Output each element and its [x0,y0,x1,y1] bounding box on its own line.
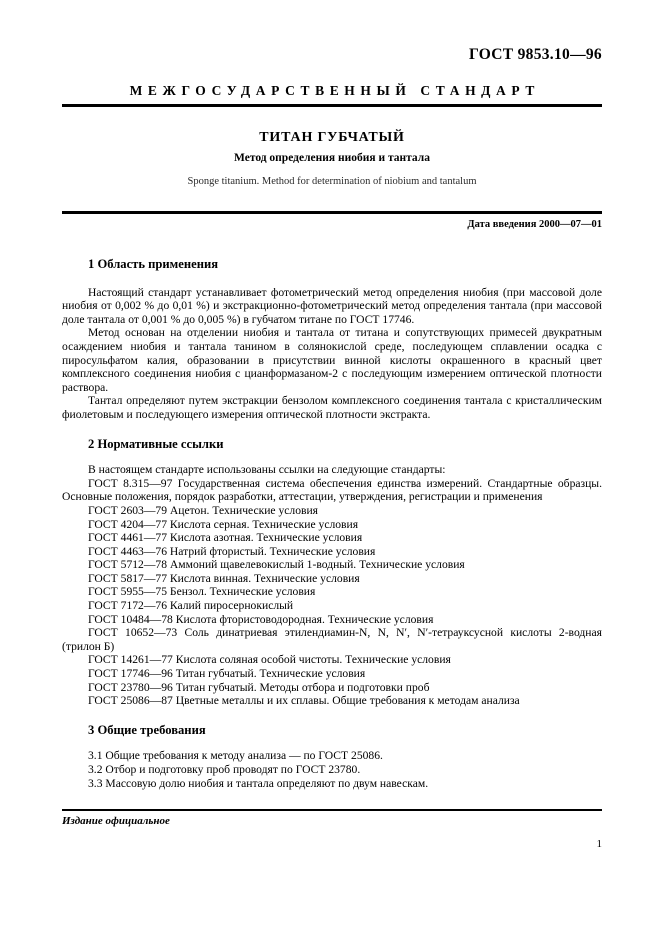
list-item: ГОСТ 4204—77 Кислота серная. Технические условия [88,517,359,531]
references-intro: В настоящем стандарте использованы ссылки на следующие стандарты: [88,463,446,477]
standard-banner: МЕЖГОСУДАРСТВЕННЫЙ СТАНДАРТ [129,83,541,98]
section-heading-general-requirements: 3 Общие требования [88,722,206,737]
page-title: ТИТАН ГУБЧАТЫЙ [259,130,405,145]
gost-number: ГОСТ 9853.10—96 [468,46,602,63]
section-heading-references: 2 Нормативные ссылки [88,436,224,451]
list-item: 3.2 Отбор и подготовку проб проводят по ГОСТ 23780. [88,763,361,776]
spacer [62,451,602,463]
list-item: ГОСТ 10652—73 Соль динатриевая этилендиамин-N, N, N′, N′-тетрауксусной кислоты 2-водная (трилон Б) [62,626,602,653]
list-item: ГОСТ 4463—76 Натрий фтористый. Технические условия [88,544,376,558]
list-item: ГОСТ 7172—76 Калий пиросернокислый [88,599,294,613]
reference-list [62,477,602,708]
official-edition-note: Издание официальное [62,815,170,827]
scope-paragraph-2: Метод основан на отделении ниобия и тантала от титана и сопутствующих примесей двукратным осаждением ниобия и тантала танином в солянокислой среде, последующем сплавлении осадка с пиросульфатом калия, образовании в присутствии винной кислоты окрашенного в красный цвет комплексного соединения ниобия с цианформазаном-2 с последующим измерением оптической плотности раствора. [62,326,602,394]
list-item: ГОСТ 4461—77 Кислота азотная. Технические условия [88,531,363,545]
list-item: 3.1 Общие требования к методу анализа — по ГОСТ 25086. [88,749,383,763]
spacer [62,708,602,724]
spacer [62,737,602,749]
document-body [62,258,602,790]
list-item: ГОСТ 5712—78 Аммоний щавелевокислый 1-водный. Технические условия [88,558,465,572]
page-number: 1 [596,838,602,850]
list-item: ГОСТ 17746—96 Титан губчатый. Технические условия [88,667,366,681]
general-requirements-list [62,749,602,790]
list-item: ГОСТ 23780—96 Титан губчатый. Методы отбора и подготовки проб [88,680,430,694]
header-rule-bottom [62,211,602,214]
list-item: 3.3 Массовую долю ниобия и тантала определяют по двум навескам. [88,776,429,790]
page-subtitle: Метод определения ниобия и тантала [234,152,430,164]
introduction-date: Дата введения 2000—07—01 [467,219,602,230]
list-item: ГОСТ 5817—77 Кислота винная. Технические условия [88,571,360,585]
list-item: ГОСТ 25086—87 Цветные металлы и их сплавы. Общие требования к методам анализа [88,694,520,708]
list-item: ГОСТ 2603—79 Ацетон. Технические условия [88,503,319,517]
list-item: ГОСТ 10484—78 Кислота фтористоводородная. Технические условия [88,612,434,626]
list-item: ГОСТ 8.315—97 Государственная система обеспечения единства измерений. Стандартные образцы. Основные положения, порядок разработки, аттестации, утверждения, регистрации и применения [62,476,602,504]
section-heading-scope: 1 Область применения [88,257,219,271]
scope-paragraph-3: Тантал определяют путем экстракции бензолом комплексного соединения тантала с кристаллическим фиолетовым и последующего измерения оптической плотности экстракта. [62,394,602,421]
list-item: ГОСТ 14261—77 Кислота соляная особой чистоты. Технические условия [88,653,451,667]
spacer [62,422,602,438]
list-item: ГОСТ 5955—75 Бензол. Технические условия [88,585,316,599]
scope-paragraph-1: Настоящий стандарт устанавливает фотометрический метод определения ниобия (при массовой доле ниобия от 0,002 % до 0,01 %) и экстракционно-фотометрический метод определения тантала (при массовой доле тантала от 0,001 % до 0,005 %) в губчатом титане по ГОСТ 17746. [62,285,602,326]
page-title-english: Sponge titanium. Method for determination of niobium and tantalum [187,176,477,187]
header-rule-top [62,104,602,107]
footer-rule [62,809,602,811]
